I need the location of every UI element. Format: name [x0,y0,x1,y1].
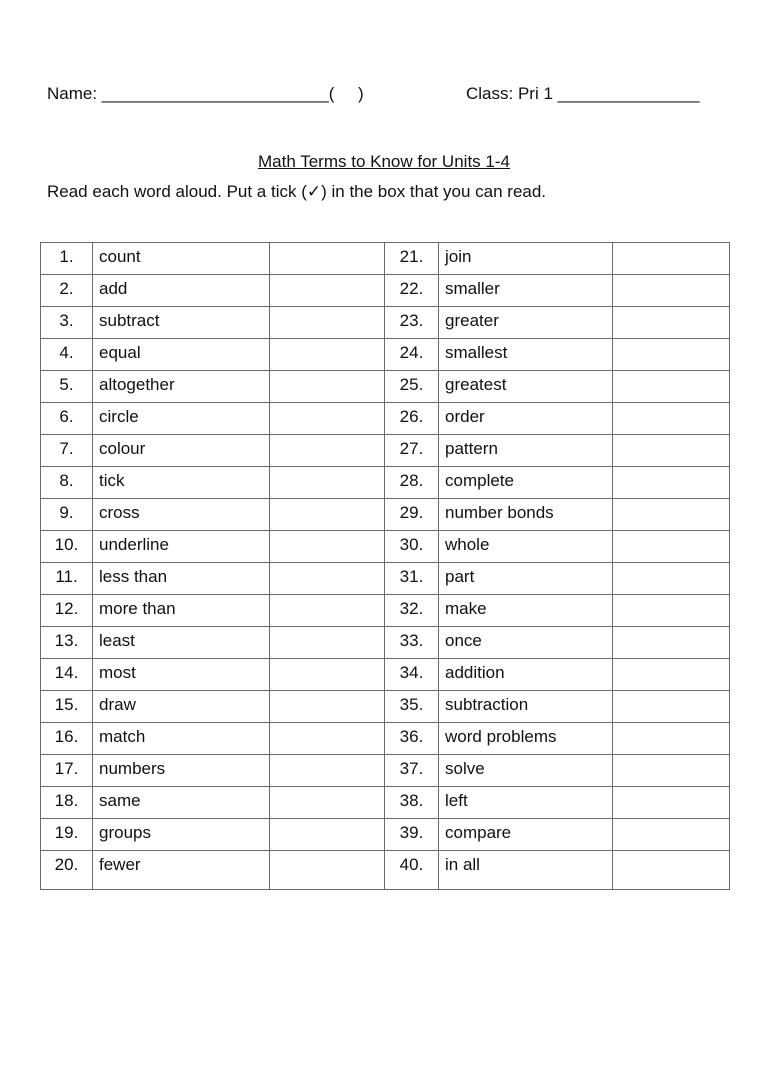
tick-box[interactable] [270,787,385,819]
tick-box[interactable] [270,243,385,275]
tick-box[interactable] [270,595,385,627]
term-number: 17. [41,755,93,787]
term-word: smaller [439,275,613,307]
tick-box[interactable] [613,691,730,723]
tick-box[interactable] [270,275,385,307]
term-number: 39. [385,819,439,851]
term-word: addition [439,659,613,691]
term-number: 6. [41,403,93,435]
tick-box[interactable] [270,851,385,890]
term-word: complete [439,467,613,499]
tick-box[interactable] [613,627,730,659]
tick-box[interactable] [613,403,730,435]
term-word: once [439,627,613,659]
term-word: compare [439,819,613,851]
tick-box[interactable] [613,755,730,787]
term-number: 36. [385,723,439,755]
tick-box[interactable] [613,563,730,595]
tick-box[interactable] [613,787,730,819]
table-row [41,371,730,403]
term-number: 35. [385,691,439,723]
tick-box[interactable] [613,435,730,467]
term-word: more than [93,595,270,627]
table-row [41,499,730,531]
term-word: make [439,595,613,627]
tick-box[interactable] [613,467,730,499]
term-number: 25. [385,371,439,403]
term-number: 26. [385,403,439,435]
table-row [41,403,730,435]
table-row [41,563,730,595]
term-word: order [439,403,613,435]
term-number: 28. [385,467,439,499]
term-number: 11. [41,563,93,595]
tick-box[interactable] [270,531,385,563]
term-number: 31. [385,563,439,595]
tick-box[interactable] [270,659,385,691]
tick-box[interactable] [613,275,730,307]
term-number: 40. [385,851,439,890]
term-word: colour [93,435,270,467]
term-word: greater [439,307,613,339]
table-row [41,243,730,275]
tick-box[interactable] [270,403,385,435]
tick-box[interactable] [270,371,385,403]
tick-box[interactable] [613,595,730,627]
term-number: 32. [385,595,439,627]
term-number: 7. [41,435,93,467]
term-word: subtract [93,307,270,339]
table-row [41,723,730,755]
math-terms-table [40,242,730,890]
term-word: part [439,563,613,595]
term-word: whole [439,531,613,563]
term-number: 14. [41,659,93,691]
term-word: pattern [439,435,613,467]
tick-box[interactable] [270,499,385,531]
term-word: equal [93,339,270,371]
term-word: fewer [93,851,270,890]
tick-box[interactable] [613,659,730,691]
name-field-line[interactable]: Name: ________________________( ) [47,84,364,103]
term-number: 16. [41,723,93,755]
instruction-text: Read each word aloud. Put a tick (✓) in the box that you can read. [47,182,547,201]
tick-box[interactable] [270,627,385,659]
term-number: 19. [41,819,93,851]
term-number: 33. [385,627,439,659]
term-word: groups [93,819,270,851]
tick-box[interactable] [613,243,730,275]
table-row [41,531,730,563]
term-number: 22. [385,275,439,307]
table-row [41,819,730,851]
tick-box[interactable] [270,467,385,499]
tick-box[interactable] [270,563,385,595]
term-word: most [93,659,270,691]
term-number: 15. [41,691,93,723]
term-word: match [93,723,270,755]
table-row [41,755,730,787]
table-row [41,595,730,627]
term-word: solve [439,755,613,787]
term-number: 13. [41,627,93,659]
term-word: draw [93,691,270,723]
term-word: join [439,243,613,275]
term-word: least [93,627,270,659]
term-number: 20. [41,851,93,890]
term-number: 8. [41,467,93,499]
tick-box[interactable] [613,371,730,403]
term-word: less than [93,563,270,595]
table-row [41,787,730,819]
term-word: numbers [93,755,270,787]
table-row [41,659,730,691]
term-number: 3. [41,307,93,339]
term-number: 21. [385,243,439,275]
tick-box[interactable] [613,531,730,563]
term-number: 34. [385,659,439,691]
term-word: tick [93,467,270,499]
tick-box[interactable] [613,723,730,755]
term-number: 30. [385,531,439,563]
worksheet-title: Math Terms to Know for Units 1-4 [258,152,510,171]
term-number: 24. [385,339,439,371]
term-word: in all [439,851,613,890]
term-number: 9. [41,499,93,531]
tick-box[interactable] [270,339,385,371]
class-field-line[interactable]: Class: Pri 1 _______________ [466,84,700,103]
term-number: 1. [41,243,93,275]
tick-box[interactable] [613,307,730,339]
term-number: 2. [41,275,93,307]
term-word: left [439,787,613,819]
tick-box[interactable] [270,755,385,787]
term-word: circle [93,403,270,435]
tick-box[interactable] [270,819,385,851]
term-word: add [93,275,270,307]
table-row [41,339,730,371]
tick-box[interactable] [270,691,385,723]
table-row [41,467,730,499]
term-word: greatest [439,371,613,403]
term-word: number bonds [439,499,613,531]
term-word: smallest [439,339,613,371]
term-number: 37. [385,755,439,787]
tick-box[interactable] [270,723,385,755]
term-number: 38. [385,787,439,819]
tick-box[interactable] [613,339,730,371]
term-number: 10. [41,531,93,563]
term-number: 27. [385,435,439,467]
term-word: same [93,787,270,819]
term-number: 29. [385,499,439,531]
term-word: count [93,243,270,275]
tick-box[interactable] [270,435,385,467]
table-row [41,627,730,659]
tick-box[interactable] [613,499,730,531]
tick-box[interactable] [613,819,730,851]
term-number: 12. [41,595,93,627]
tick-box[interactable] [613,851,730,890]
term-number: 4. [41,339,93,371]
term-word: altogether [93,371,270,403]
table-row [41,307,730,339]
term-word: cross [93,499,270,531]
table-row [41,275,730,307]
term-number: 23. [385,307,439,339]
table-row [41,435,730,467]
term-number: 5. [41,371,93,403]
tick-box[interactable] [270,307,385,339]
table-row [41,691,730,723]
term-word: word problems [439,723,613,755]
terms-table-body [41,243,730,890]
term-word: subtraction [439,691,613,723]
term-number: 18. [41,787,93,819]
term-word: underline [93,531,270,563]
table-row [41,851,730,890]
